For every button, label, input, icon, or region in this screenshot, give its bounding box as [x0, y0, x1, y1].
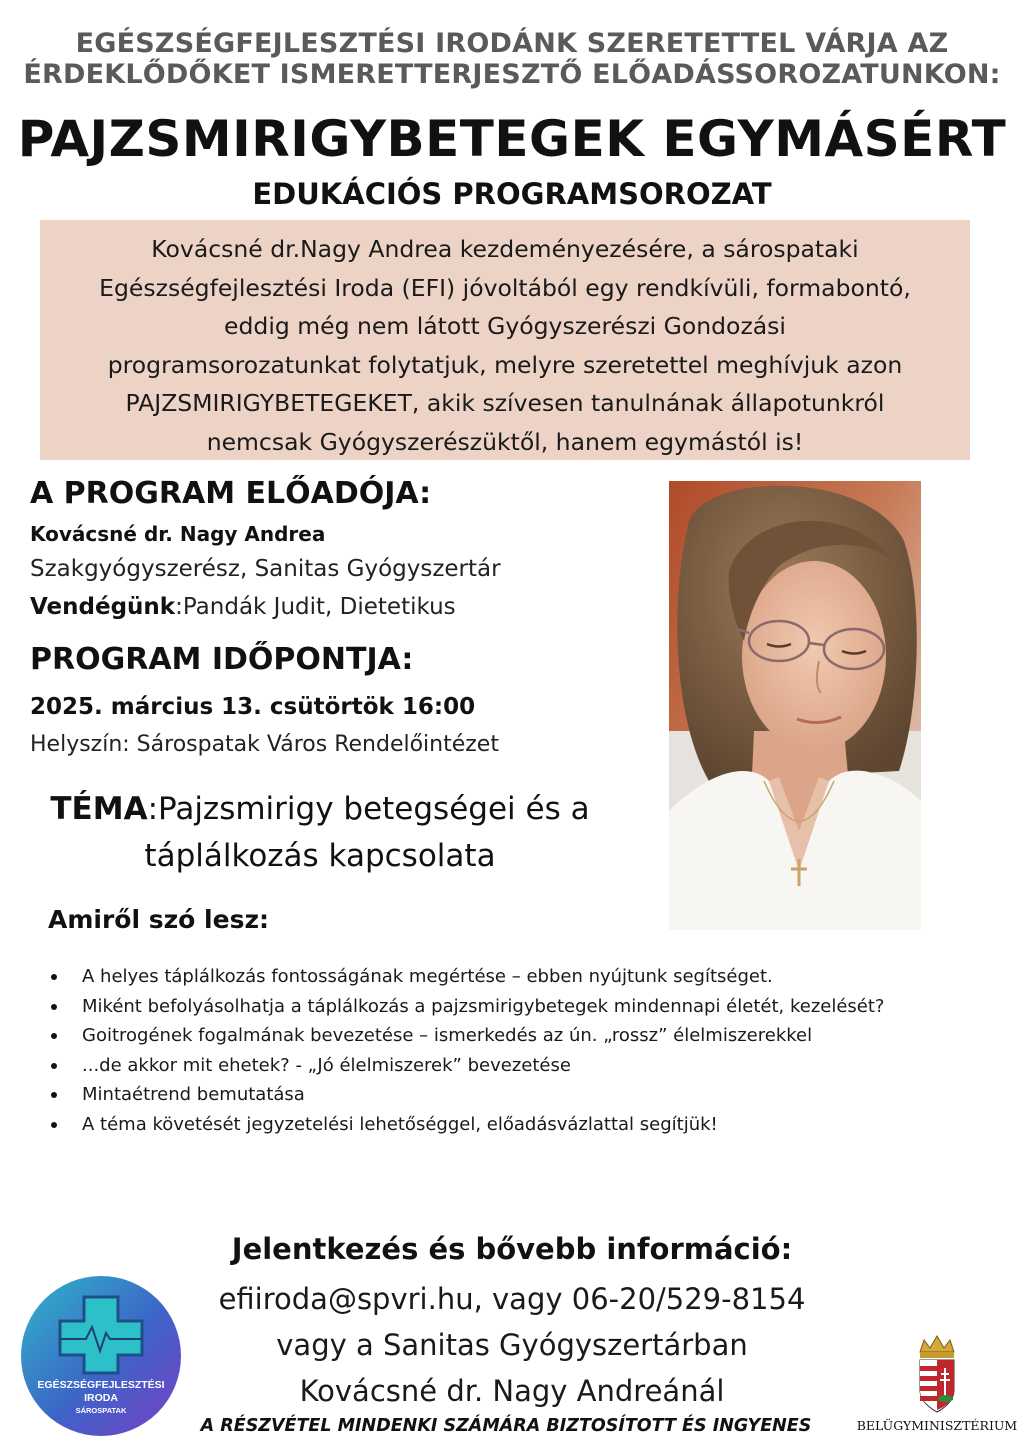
intro-line-2: ÉRDEKLŐDŐKET ISMERETTERJESZTŐ ELŐADÁSSOROZATUNKON:	[23, 59, 1001, 90]
intro-text-line: nemcsak Gyógyszerészüktől, hanem egymástól is!	[206, 427, 804, 456]
intro-text-line: PAJZSMIRIGYBETEGEKET, akik szívesen tanulnának állapotunkról	[125, 389, 885, 417]
intro-text-line: Egészségfejlesztési Iroda (EFI) jóvoltából egy rendkívüli, formabontó,	[99, 273, 911, 302]
agenda-heading: Amiről szó lesz:	[48, 905, 270, 934]
ministry-label: BELÜGYMINISZTÉRIUM	[856, 1418, 1018, 1433]
efi-logo-line-3: SÁROSPATAK	[75, 1406, 127, 1415]
presenter-name: Kovácsné dr. Nagy Andrea	[30, 522, 326, 546]
intro-heading	[0, 28, 1024, 90]
agenda-item: A téma követését jegyzetelési lehetőséggel, előadásvázlattal segítjük!	[48, 1110, 885, 1140]
schedule-heading: PROGRAM IDŐPONTJA:	[30, 642, 414, 677]
guest-label: Vendégünk	[30, 594, 176, 620]
footer-note: A RÉSZVÉTEL MINDENKI SZÁMÁRA BIZTOSÍTOTT ÉS INGYENES	[200, 1416, 812, 1436]
guest-line	[30, 594, 456, 620]
intro-text	[40, 220, 970, 461]
intro-text-line: Kovácsné dr.Nagy Andrea kezdeményezésére, a sárospataki	[151, 235, 859, 263]
efi-logo-line-2: IRODA	[84, 1392, 118, 1404]
intro-text-line: programsorozatunkat folytatjuk, melyre szeretettel meghívjuk azon	[107, 350, 903, 379]
contact-line-pharmacy: vagy a Sanitas Gyógyszertárban	[276, 1328, 748, 1362]
contact-line-person: Kovácsné dr. Nagy Andreánál	[299, 1374, 725, 1408]
topic-label: TÉMA	[50, 791, 148, 827]
intro-text-line: eddig még nem látott Gyógyszerészi Gondozási	[224, 312, 786, 340]
presenter-heading: A PROGRAM ELŐADÓJA:	[30, 476, 432, 511]
agenda-item: Miként befolyásolhatja a táplálkozás a pajzsmirigybetegek mindennapi életét, kezelését?	[48, 992, 885, 1022]
topic	[20, 786, 620, 880]
presenter-photo	[669, 481, 921, 930]
page-title: PAJZSMIRIGYBETEGEK EGYMÁSÉRT	[17, 110, 1007, 168]
event-date: 2025. március 13. csütörtök 16:00	[30, 694, 476, 720]
presenter-role: Szakgyógyszerész, Sanitas Gyógyszertár	[30, 556, 501, 582]
event-place: Helyszín: Sárospatak Város Rendelőintézet	[30, 732, 499, 757]
agenda-list	[48, 962, 885, 1139]
contact-email-phone: efiiroda@spvri.hu, vagy 06-20/529-8154	[218, 1282, 806, 1316]
intro-box	[40, 220, 970, 460]
efi-logo-line-1: EGÉSZSÉGFEJLESZTÉSI	[37, 1379, 165, 1391]
agenda-item: ...de akkor mit ehetek? - „Jó élelmiszerek” bevezetése	[48, 1051, 885, 1081]
agenda-item: Goitrogének fogalmának bevezetése – ismerkedés az ún. „rossz” élelmiszerekkel	[48, 1021, 885, 1051]
topic-text-2: táplálkozás kapcsolata	[144, 838, 496, 874]
efi-logo	[20, 1275, 182, 1437]
agenda-item: Mintaétrend bemutatása	[48, 1080, 885, 1110]
guest-value: :Pandák Judit, Dietetikus	[175, 594, 456, 620]
intro-line-1: EGÉSZSÉGFEJLESZTÉSI IRODÁNK SZERETETTEL VÁRJA AZ	[75, 28, 949, 59]
page-subtitle: EDUKÁCIÓS PROGRAMSOROZAT	[252, 177, 772, 211]
agenda-item: A helyes táplálkozás fontosságának megértése – ebben nyújtunk segítséget.	[48, 962, 885, 992]
contact-heading: Jelentkezés és bővebb információ:	[231, 1232, 793, 1266]
topic-text-1: :Pajzsmirigy betegségei és a	[147, 791, 590, 827]
